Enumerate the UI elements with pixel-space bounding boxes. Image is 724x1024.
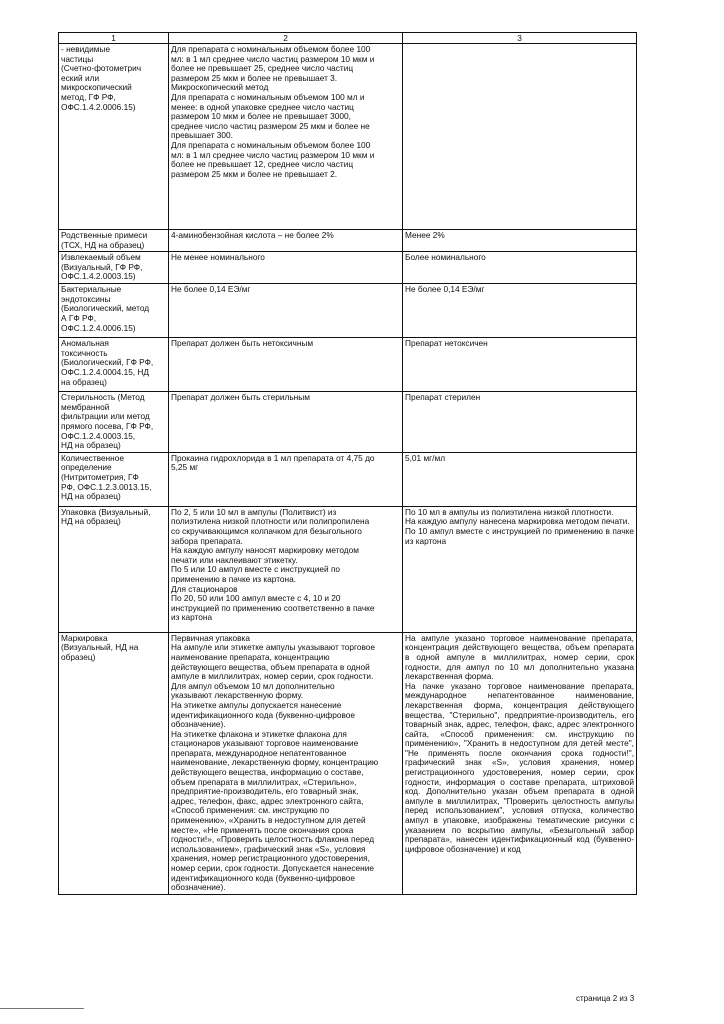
indicator-cell: Извлекаемый объем (Визуальный, ГФ РФ, ОФС.1.4.2.0003.15) (59, 252, 169, 284)
indicator-cell: - невидимые частицы (Счетно-фотометрич еский или микроскопический метод, ГФ РФ, ОФС.1.4.2.0006.15) (59, 44, 169, 230)
column-header-2: 2 (169, 33, 403, 44)
indicator-cell: Стерильность (Метод мембранной фильтрации или метод прямого посева, ГФ РФ, ОФС.1.2.4.0003.15, НД на образец) (59, 392, 169, 453)
requirement-cell: 4-аминобензойная кислота – не более 2% (169, 230, 403, 252)
result-cell: 5,01 мг/мл (403, 452, 637, 506)
requirement-cell: По 2, 5 или 10 мл в ампулы (Политвист) из полиэтилена низкой плотности или полипропилена со скручивающимся колпачком для безыгольного забора препарата. На каждую ампулу наносят маркировку методом печати или наклеивают этикетку. По 5 или 10 ампул вместе с инструкцией по применению в пачке из картона. Для стационаров По 20, 50 или 100 ампул вместе с 4, 10 и 20 инструкцией по применению соответственно в пачке из картона (169, 506, 403, 632)
requirement-cell: Препарат должен быть нетоксичным (169, 338, 403, 392)
indicator-cell: Аномальная токсичность (Биологический, ГФ РФ, ОФС.1.2.4.0004.15, НД на образец) (59, 338, 169, 392)
indicator-cell: Количественное определение (Нитритометрия, ГФ РФ, ОФС.1.2.3.0013.15, НД на образец) (59, 452, 169, 506)
result-cell: Менее 2% (403, 230, 637, 252)
table-row-related-impurities (59, 230, 637, 252)
footer-divider (0, 1008, 84, 1009)
result-cell: Не более 0,14 ЕЭ/мг (403, 284, 637, 338)
result-cell: Препарат стерилен (403, 392, 637, 453)
document-sheet (58, 32, 636, 895)
column-header-1: 1 (59, 33, 169, 44)
table-row-abnormal-toxicity (59, 338, 637, 392)
page-number: страница 2 из 3 (576, 994, 635, 1003)
table-row-extractable-volume (59, 252, 637, 284)
table-header-row (59, 33, 637, 44)
table-row-labeling (59, 632, 637, 894)
requirement-cell: Не менее номинального (169, 252, 403, 284)
table-row-packaging (59, 506, 637, 632)
requirement-cell: Для препарата с номинальным объемом более 100 мл: в 1 мл среднее число частиц размером 10 мкм и более не превышает 25, среднее число частиц размером 25 мкм и более не превышает 3. Микроскопический метод Для препарата с номинальным объемом 100 мл и менее: в одной упаковке среднее число частиц размером 10 мкм и более не превышает 3000, среднее число частиц размером 25 мкм и более не превышает 300. Для препарата с номинальным объемом более 100 мл: в 1 мл среднее число частиц размером 10 мкм и более не превышает 12, среднее число частиц размером 25 мкм и более не превышает 2. (169, 44, 403, 230)
column-header-3: 3 (403, 33, 637, 44)
requirement-cell: Не более 0,14 ЕЭ/мг (169, 284, 403, 338)
result-cell: Препарат нетоксичен (403, 338, 637, 392)
result-cell: По 10 мл в ампулы из полиэтилена низкой плотности. На каждую ампулу нанесена маркировка методом печати. По 10 ампул вместе с инструкцией по применению в пачке из картона (403, 506, 637, 632)
table-row-assay (59, 452, 637, 506)
requirement-cell: Прокаина гидрохлорида в 1 мл препарата от 4,75 до 5,25 мг (169, 452, 403, 506)
indicator-cell: Родственные примеси (ТСХ, НД на образец) (59, 230, 169, 252)
result-cell (403, 44, 637, 230)
table-row-endotoxins (59, 284, 637, 338)
requirement-cell: Первичная упаковка На ампуле или этикетке ампулы указывают торговое наименование препарата, концентрацию действующего вещества, объем препарата в одной ампуле в миллилитрах, номер серии, срок годности. Для ампул объемом 10 мл дополнительно указывают лекарственную форму. На этикетке ампулы допускается нанесение идентификационного кода (буквенно-цифровое обозначение). На этикетке флакона и этикетке флакона для стационаров указывают торговое наименование препарата, международное непатентованное наименование, лекарственную форму, концентрацию действующего вещества, информацию о составе, объем препарата в миллилитрах, «Стерильно», предприятие-производитель, его товарный знак, адрес, телефон, факс, адрес электронного сайта, «Способ применения: см. инструкцию по применению», «Хранить в недоступном для детей месте», «Не применять после окончания срока годности!», «Проверить целостность флакона перед использованием», графический знак «S», условия хранения, номер регистрационного удостоверения, номер серии, срок годности. Допускается нанесение идентификационного кода (буквенно-цифровое обозначение). (169, 632, 403, 894)
table-row-sterility (59, 392, 637, 453)
requirement-cell: Препарат должен быть стерильным (169, 392, 403, 453)
table-row-invisible-particles (59, 44, 637, 230)
indicator-cell: Бактериальные эндотоксины (Биологический, метод А ГФ РФ, ОФС.1.2.4.0006.15) (59, 284, 169, 338)
indicator-cell: Упаковка (Визуальный, НД на образец) (59, 506, 169, 632)
result-cell: Более номинального (403, 252, 637, 284)
indicator-cell: Маркировка (Визуальный, НД на образец) (59, 632, 169, 894)
specification-table (58, 32, 637, 895)
result-cell: На ампуле указано торговое наименование препарата, концентрация действующего вещества, объем препарата в одной ампуле в миллилитрах, номер серии, срок годности, для ампул по 10 мл дополнительно указана лекарственная форма. На пачке указано торговое наименование препарата, международное непатентованное наименование, лекарственная форма, концентрация действующего вещества, "Стерильно", предприятие-производитель, его товарный знак, адрес, телефон, факс, адрес электронного сайта, «Способ применения: см. инструкцию по применению», "Хранить в недоступном для детей месте", "Не применять после окончания срока годности!", графический знак «S», условия хранения, номер регистрационного удостоверения, номер серии, срок годности, информация о составе препарата, штриховой код. Дополнительно указан объем препарата в одной ампуле в миллилитрах, "Проверить целостность ампулы перед использованием", условия отпуска, количество ампул в упаковке, изображены тематические рисунки с указанием по вскрытию ампулы, «Безыгольный забор препарата», нанесен идентификационный код (буквенно-цифровое обозначение) и код (403, 632, 637, 894)
